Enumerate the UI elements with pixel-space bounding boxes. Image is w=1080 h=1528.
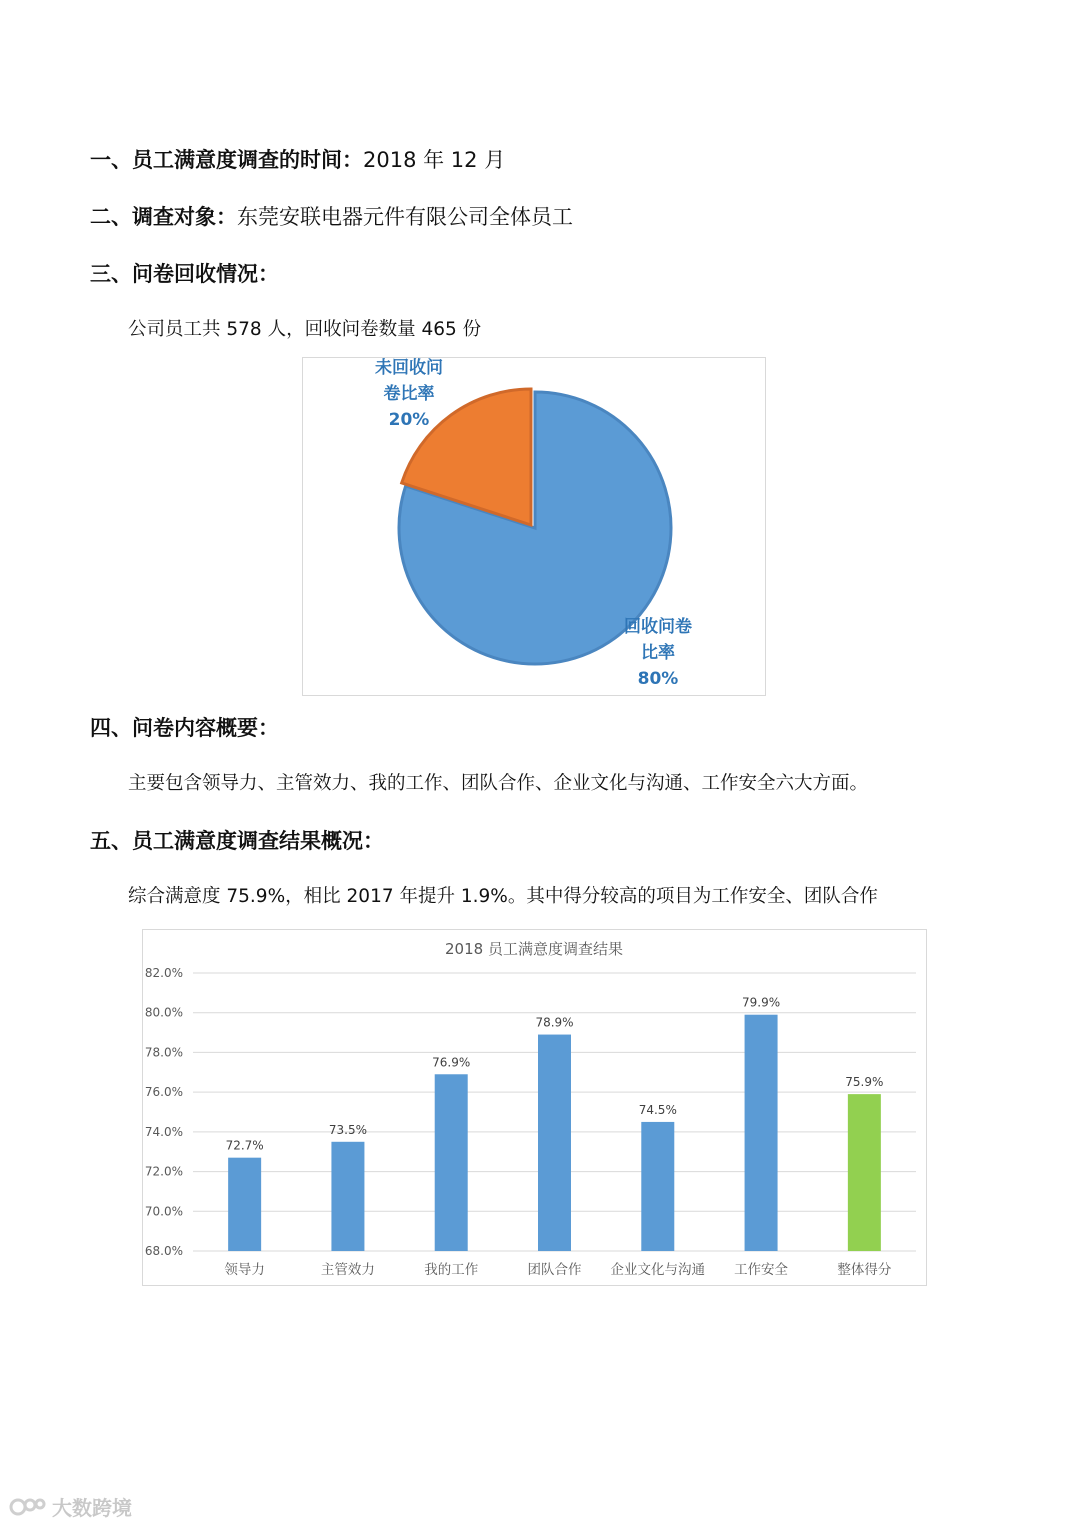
bar-value-label: 73.5% [328, 1122, 367, 1137]
watermark-logo-icon [8, 1493, 48, 1519]
pie-slice-label: 回收问卷 [624, 617, 692, 637]
y-tick-label: 82.0% [144, 966, 183, 980]
x-tick-label: 工作安全 [734, 1262, 789, 1278]
pie-value-label: 20% [388, 410, 430, 430]
bar [538, 1035, 571, 1251]
section-heading-target [90, 203, 573, 231]
x-tick-label: 我的工作 [424, 1262, 479, 1278]
section-label: 二、调查对象： [90, 205, 237, 229]
section-heading-content [90, 714, 279, 742]
bar-value-label: 79.9% [742, 995, 781, 1010]
section-heading-time [90, 146, 505, 174]
section-value: 东莞安联电器元件有限公司全体员工 [237, 205, 573, 229]
bar [745, 1015, 778, 1251]
bar-value-label: 74.5% [638, 1102, 677, 1117]
paragraph-content: 主要包含领导力、主管效力、我的工作、团队合作、企业文化与沟通、工作安全六大方面。 [128, 773, 869, 794]
pie-slice-label: 比率 [641, 643, 675, 663]
bar-value-label: 72.7% [225, 1138, 264, 1153]
pie-chart-box [302, 357, 766, 696]
bar [641, 1122, 674, 1251]
bar [331, 1142, 364, 1251]
bar-value-label: 76.9% [432, 1055, 471, 1070]
bar-chart [143, 930, 926, 1285]
watermark [8, 1490, 148, 1522]
bar [435, 1074, 468, 1251]
y-tick-label: 80.0% [144, 1005, 183, 1020]
section-heading-result [90, 827, 384, 855]
section-label: 五、员工满意度调查结果概况： [90, 829, 384, 853]
section-heading-recovery [90, 260, 279, 288]
section-label: 四、问卷内容概要： [90, 716, 279, 740]
pie-slice-label: 卷比率 [383, 384, 435, 404]
watermark-text: 大数跨境 [52, 1495, 132, 1520]
bar-chart-box [142, 929, 927, 1286]
x-tick-label: 企业文化与沟通 [610, 1262, 706, 1278]
y-tick-label: 70.0% [144, 1204, 183, 1219]
x-tick-label: 领导力 [224, 1262, 265, 1278]
section-value: 2018 年 12 月 [363, 148, 506, 172]
bar [228, 1158, 261, 1251]
pie-chart [303, 358, 765, 695]
section-label: 三、问卷回收情况： [90, 262, 279, 286]
paragraph-result: 综合满意度 75.9%，相比 2017 年提升 1.9%。其中得分较高的项目为工作安全、团队合作 [128, 886, 878, 907]
y-tick-label: 76.0% [144, 1085, 183, 1100]
bar [848, 1094, 881, 1251]
y-tick-label: 72.0% [144, 1164, 183, 1179]
x-tick-label: 主管效力 [320, 1262, 375, 1278]
bar-chart-title: 2018 员工满意度调查结果 [445, 940, 623, 958]
x-tick-label: 团队合作 [527, 1262, 582, 1278]
pie-slice-label: 未回收问 [375, 358, 443, 378]
pie-value-label: 80% [637, 669, 679, 689]
section-label: 一、员工满意度调查的时间： [90, 148, 363, 172]
y-tick-label: 74.0% [144, 1124, 183, 1139]
paragraph-recovery: 公司员工共 578 人，回收问卷数量 465 份 [128, 319, 482, 340]
bar-value-label: 75.9% [845, 1075, 884, 1090]
y-tick-label: 68.0% [144, 1244, 183, 1258]
bar-value-label: 78.9% [535, 1015, 574, 1030]
x-tick-label: 整体得分 [837, 1262, 892, 1278]
y-tick-label: 78.0% [144, 1045, 183, 1060]
